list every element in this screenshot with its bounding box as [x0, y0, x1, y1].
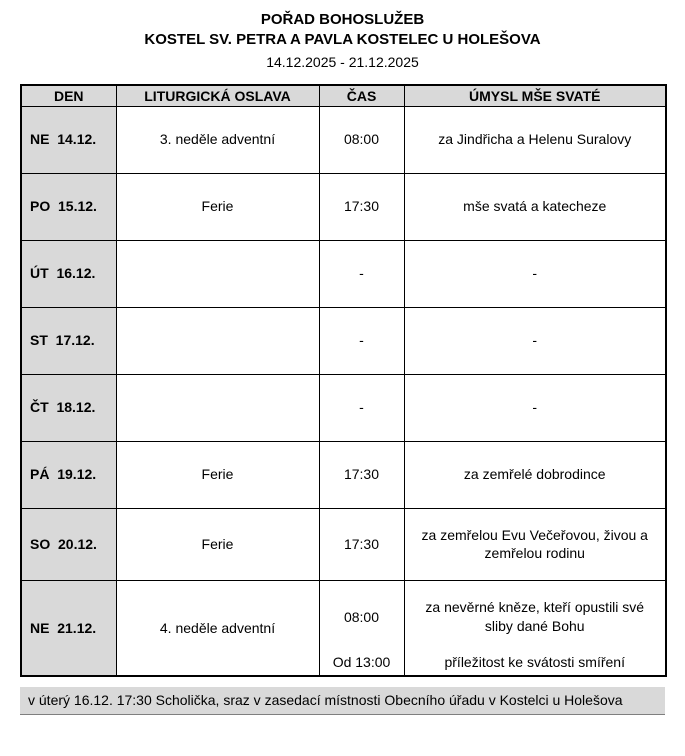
schedule-table	[20, 84, 667, 678]
time-cell	[319, 580, 404, 676]
day-cell: ÚT 16.12.	[21, 240, 116, 307]
column-header-cas: ČAS	[319, 85, 404, 107]
celebration-cell: Ferie	[116, 441, 319, 508]
intention-cell: -	[404, 240, 666, 307]
date-range: 14.12.2025 - 21.12.2025	[266, 53, 419, 70]
table-row	[21, 441, 666, 508]
intention-cell: -	[404, 307, 666, 374]
table-row	[21, 580, 666, 676]
intention-cell: za zemřelou Evu Večeřovou, živou a zemřelou rodinu	[404, 508, 666, 580]
day-cell: NE 14.12.	[21, 106, 116, 173]
time-secondary: Od 13:00	[332, 653, 391, 670]
column-header-umysl: ÚMYSL MŠE SVATÉ	[404, 85, 666, 107]
time-cell: -	[319, 374, 404, 441]
time-cell: -	[319, 240, 404, 307]
intention-primary: za nevěrné kněze, kteří opustili své sliby dané Bohu	[425, 599, 645, 634]
time-cell: 08:00	[319, 106, 404, 173]
celebration-cell: 3. neděle adventní	[116, 106, 319, 173]
intention-cell: za zemřelé dobrodince	[404, 441, 666, 508]
column-header-den: DEN	[21, 85, 116, 107]
celebration-cell	[116, 240, 319, 307]
day-cell: PO 15.12.	[21, 173, 116, 240]
celebration-cell	[116, 374, 319, 441]
table-row	[21, 240, 666, 307]
celebration-cell	[116, 307, 319, 374]
celebration-cell: Ferie	[116, 173, 319, 240]
column-header-liturgicka-oslava: LITURGICKÁ OSLAVA	[116, 85, 319, 107]
time-cell: -	[319, 307, 404, 374]
day-cell: NE 21.12.	[21, 580, 116, 676]
day-cell: PÁ 19.12.	[21, 441, 116, 508]
document-header	[20, 10, 665, 70]
time-cell: 17:30	[319, 173, 404, 240]
table-header-row	[21, 85, 666, 107]
celebration-cell: 4. neděle adventní	[116, 580, 319, 676]
intention-cell: -	[404, 374, 666, 441]
table-row	[21, 307, 666, 374]
table-row	[21, 508, 666, 580]
intention-secondary: příležitost ke svátosti smíření	[444, 653, 625, 670]
intention-cell: za Jindřicha a Helenu Suralovy	[404, 106, 666, 173]
table-row	[21, 173, 666, 240]
table-row	[21, 106, 666, 173]
time-cell: 17:30	[319, 441, 404, 508]
footer-note: v úterý 16.12. 17:30 Scholička, sraz v zasedací místnosti Obecního úřadu v Kostelci u Holešova	[20, 687, 665, 715]
time-cell: 17:30	[319, 508, 404, 580]
time-primary: 08:00	[343, 608, 380, 625]
document-title: POŘAD BOHOSLUŽEB	[260, 11, 425, 28]
day-cell: ST 17.12.	[21, 307, 116, 374]
day-cell: ČT 18.12.	[21, 374, 116, 441]
day-cell: SO 20.12.	[21, 508, 116, 580]
intention-cell: mše svatá a katecheze	[404, 173, 666, 240]
church-name: KOSTEL SV. PETRA A PAVLA KOSTELEC U HOLEŠOVA	[144, 31, 541, 49]
celebration-cell: Ferie	[116, 508, 319, 580]
intention-cell	[404, 580, 666, 676]
table-row	[21, 374, 666, 441]
